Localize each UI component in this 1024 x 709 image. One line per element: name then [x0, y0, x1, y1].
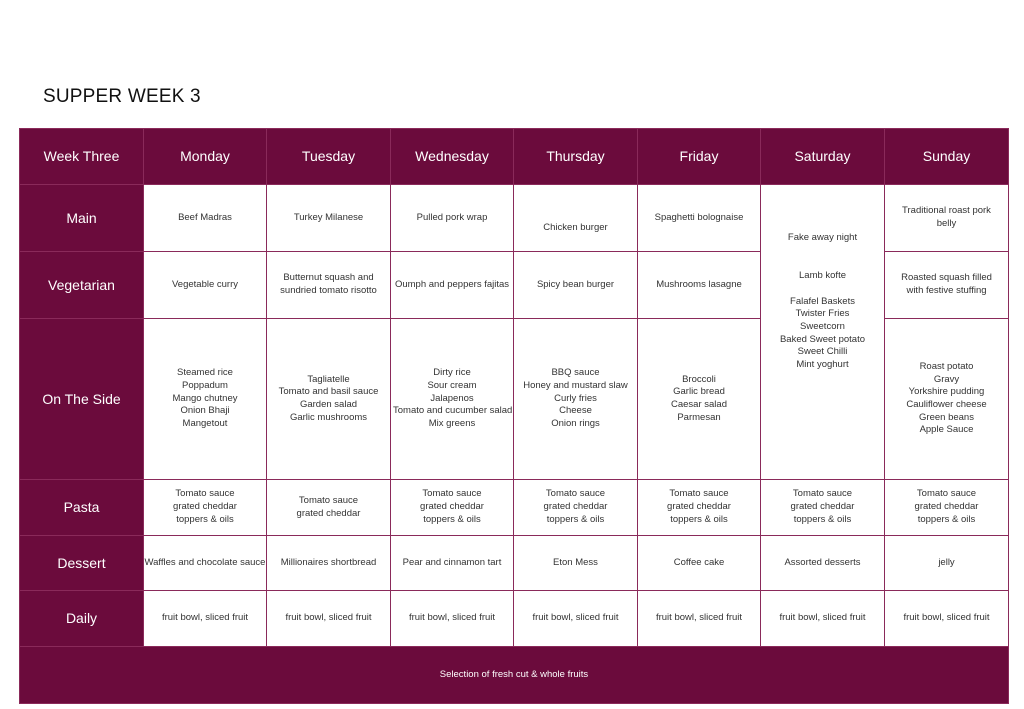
menu-line: Parmesan	[677, 411, 721, 423]
veg-monday: Vegetable curry	[144, 252, 267, 319]
side-monday	[144, 319, 267, 480]
menu-line: Tomato and cucumber salad	[393, 405, 513, 417]
menu-line: Honey and mustard slaw	[523, 379, 628, 391]
dessert-friday: Coffee cake	[638, 536, 761, 591]
veg-wednesday: Oumph and peppers fajitas	[391, 252, 514, 319]
menu-line: BBQ sauce	[551, 367, 600, 379]
row-label-pasta: Pasta	[20, 480, 144, 536]
pasta-thursday	[514, 480, 638, 536]
row-label-main: Main	[20, 185, 144, 252]
pasta-saturday	[761, 480, 885, 536]
menu-line: grated cheddar	[667, 501, 731, 513]
menu-line: Broccoli	[682, 373, 716, 385]
menu-line: Tomato sauce	[545, 488, 606, 500]
dessert-tuesday: Millionaires shortbread	[267, 536, 391, 591]
main-row	[20, 185, 1009, 252]
menu-line: grated cheddar	[296, 507, 361, 519]
main-thursday: Chicken burger	[514, 185, 638, 252]
saturday-main: Fake away night	[787, 232, 858, 244]
supper-menu-table	[19, 128, 1009, 704]
menu-line: Mix greens	[428, 418, 476, 430]
menu-line: Tomato sauce	[422, 488, 482, 500]
daily-row	[20, 591, 1009, 647]
menu-line: Jalapenos	[430, 392, 474, 404]
menu-line: with festive stuffing	[906, 285, 987, 296]
daily-thursday: fruit bowl, sliced fruit	[514, 591, 638, 647]
row-label-dessert: Dessert	[20, 536, 144, 591]
menu-line: Tomato sauce	[175, 488, 235, 500]
daily-friday: fruit bowl, sliced fruit	[638, 591, 761, 647]
menu-line: Green beans	[919, 411, 974, 423]
main-sunday	[885, 185, 1009, 252]
side-wednesday	[391, 319, 514, 480]
pasta-friday	[638, 480, 761, 536]
menu-line: Butternut squash and	[283, 272, 374, 284]
pasta-monday	[144, 480, 267, 536]
row-label-daily: Daily	[20, 591, 144, 647]
menu-line: Garlic mushrooms	[289, 411, 368, 423]
menu-line: Mint yoghurt	[796, 359, 849, 371]
veg-thursday: Spicy bean burger	[514, 252, 638, 319]
main-friday: Spaghetti bolognaise	[638, 185, 761, 252]
menu-line: Tomato and basil sauce	[278, 386, 379, 398]
saturday-vegetarian: Lamb kofte	[799, 269, 846, 281]
pasta-wednesday	[391, 480, 514, 536]
menu-line: grated cheddar	[790, 501, 855, 513]
pasta-tuesday	[267, 480, 391, 536]
menu-line: Tomato sauce	[669, 488, 729, 500]
daily-monday: fruit bowl, sliced fruit	[144, 591, 267, 647]
menu-line: Roasted squash filled	[901, 272, 992, 284]
menu-line: Onion rings	[551, 418, 600, 430]
side-friday	[638, 319, 761, 480]
menu-line: sundried tomato risotto	[280, 285, 377, 296]
menu-line: Steamed rice	[177, 367, 233, 379]
menu-line: grated cheddar	[420, 501, 484, 513]
main-monday: Beef Madras	[144, 185, 267, 252]
menu-line: Traditional roast pork	[902, 205, 991, 217]
menu-line: belly	[936, 218, 957, 229]
menu-line: Falafel Baskets	[790, 295, 855, 307]
side-tuesday	[267, 319, 391, 480]
menu-line: grated cheddar	[173, 501, 237, 513]
dessert-monday: Waffles and chocolate sauce	[144, 536, 267, 591]
side-thursday	[514, 319, 638, 480]
day-header-saturday: Saturday	[761, 129, 885, 185]
menu-line: Cauliflower cheese	[906, 399, 987, 410]
daily-saturday: fruit bowl, sliced fruit	[761, 591, 885, 647]
menu-line: Garlic bread	[673, 386, 725, 398]
menu-line: Sweet Chilli	[797, 346, 848, 358]
week-label: Week Three	[20, 129, 144, 185]
menu-line: Tomato sauce	[298, 494, 359, 506]
daily-tuesday: fruit bowl, sliced fruit	[267, 591, 391, 647]
dessert-row	[20, 536, 1009, 591]
dessert-thursday: Eton Mess	[514, 536, 638, 591]
menu-line: Tomato sauce	[916, 488, 977, 500]
row-label-vegetarian: Vegetarian	[20, 252, 144, 319]
menu-line: grated cheddar	[914, 501, 979, 513]
menu-line: Onion Bhaji	[180, 405, 230, 417]
menu-line: Mango chutney	[172, 392, 238, 404]
veg-sunday	[885, 252, 1009, 319]
dessert-wednesday: Pear and cinnamon tart	[391, 536, 514, 591]
footer-row	[20, 647, 1009, 704]
dessert-sunday: jelly	[885, 536, 1009, 591]
menu-line: Yorkshire pudding	[908, 386, 985, 398]
menu-line: Cheese	[559, 405, 592, 417]
saturday-cell	[761, 185, 885, 480]
menu-line: Mangetout	[182, 418, 228, 430]
menu-line: toppers & oils	[917, 513, 976, 525]
menu-line: Garden salad	[299, 399, 358, 410]
menu-line: toppers & oils	[546, 513, 605, 525]
day-header-sunday: Sunday	[885, 129, 1009, 185]
day-header-friday: Friday	[638, 129, 761, 185]
daily-wednesday: fruit bowl, sliced fruit	[391, 591, 514, 647]
pasta-sunday	[885, 480, 1009, 536]
menu-line: Baked Sweet potato	[779, 333, 866, 345]
menu-line: Twister Fries	[795, 308, 850, 320]
page-title: SUPPER WEEK 3	[43, 86, 201, 107]
menu-line: toppers & oils	[793, 513, 852, 525]
menu-line: Apple Sauce	[919, 424, 974, 436]
menu-line: grated cheddar	[543, 501, 608, 513]
row-label-side: On The Side	[20, 319, 144, 480]
menu-line: toppers & oils	[176, 513, 234, 525]
menu-line: Caesar salad	[671, 399, 727, 410]
menu-line: Tagliatelle	[307, 373, 350, 385]
menu-line: toppers & oils	[670, 513, 728, 525]
menu-line: Curly fries	[554, 392, 597, 404]
menu-line: toppers & oils	[423, 513, 481, 525]
menu-line: Dirty rice	[433, 367, 471, 379]
veg-tuesday	[267, 252, 391, 319]
day-header-thursday: Thursday	[514, 129, 638, 185]
saturday-side	[763, 296, 882, 372]
header-row	[20, 129, 1009, 185]
pasta-row	[20, 480, 1009, 536]
side-sunday	[885, 319, 1009, 480]
menu-line: Poppadum	[182, 379, 228, 391]
menu-line: Tomato sauce	[792, 488, 853, 500]
menu-line: Sour cream	[427, 379, 477, 391]
day-header-monday: Monday	[144, 129, 267, 185]
veg-friday: Mushrooms lasagne	[638, 252, 761, 319]
daily-sunday: fruit bowl, sliced fruit	[885, 591, 1009, 647]
dessert-saturday: Assorted desserts	[761, 536, 885, 591]
main-wednesday: Pulled pork wrap	[391, 185, 514, 252]
menu-line: Sweetcorn	[800, 321, 845, 332]
day-header-tuesday: Tuesday	[267, 129, 391, 185]
menu-line: Roast potato	[919, 360, 974, 372]
main-tuesday: Turkey Milanese	[267, 185, 391, 252]
day-header-wednesday: Wednesday	[391, 129, 514, 185]
menu-line: Gravy	[933, 373, 960, 385]
footer-note: Selection of fresh cut & whole fruits	[20, 647, 1009, 704]
